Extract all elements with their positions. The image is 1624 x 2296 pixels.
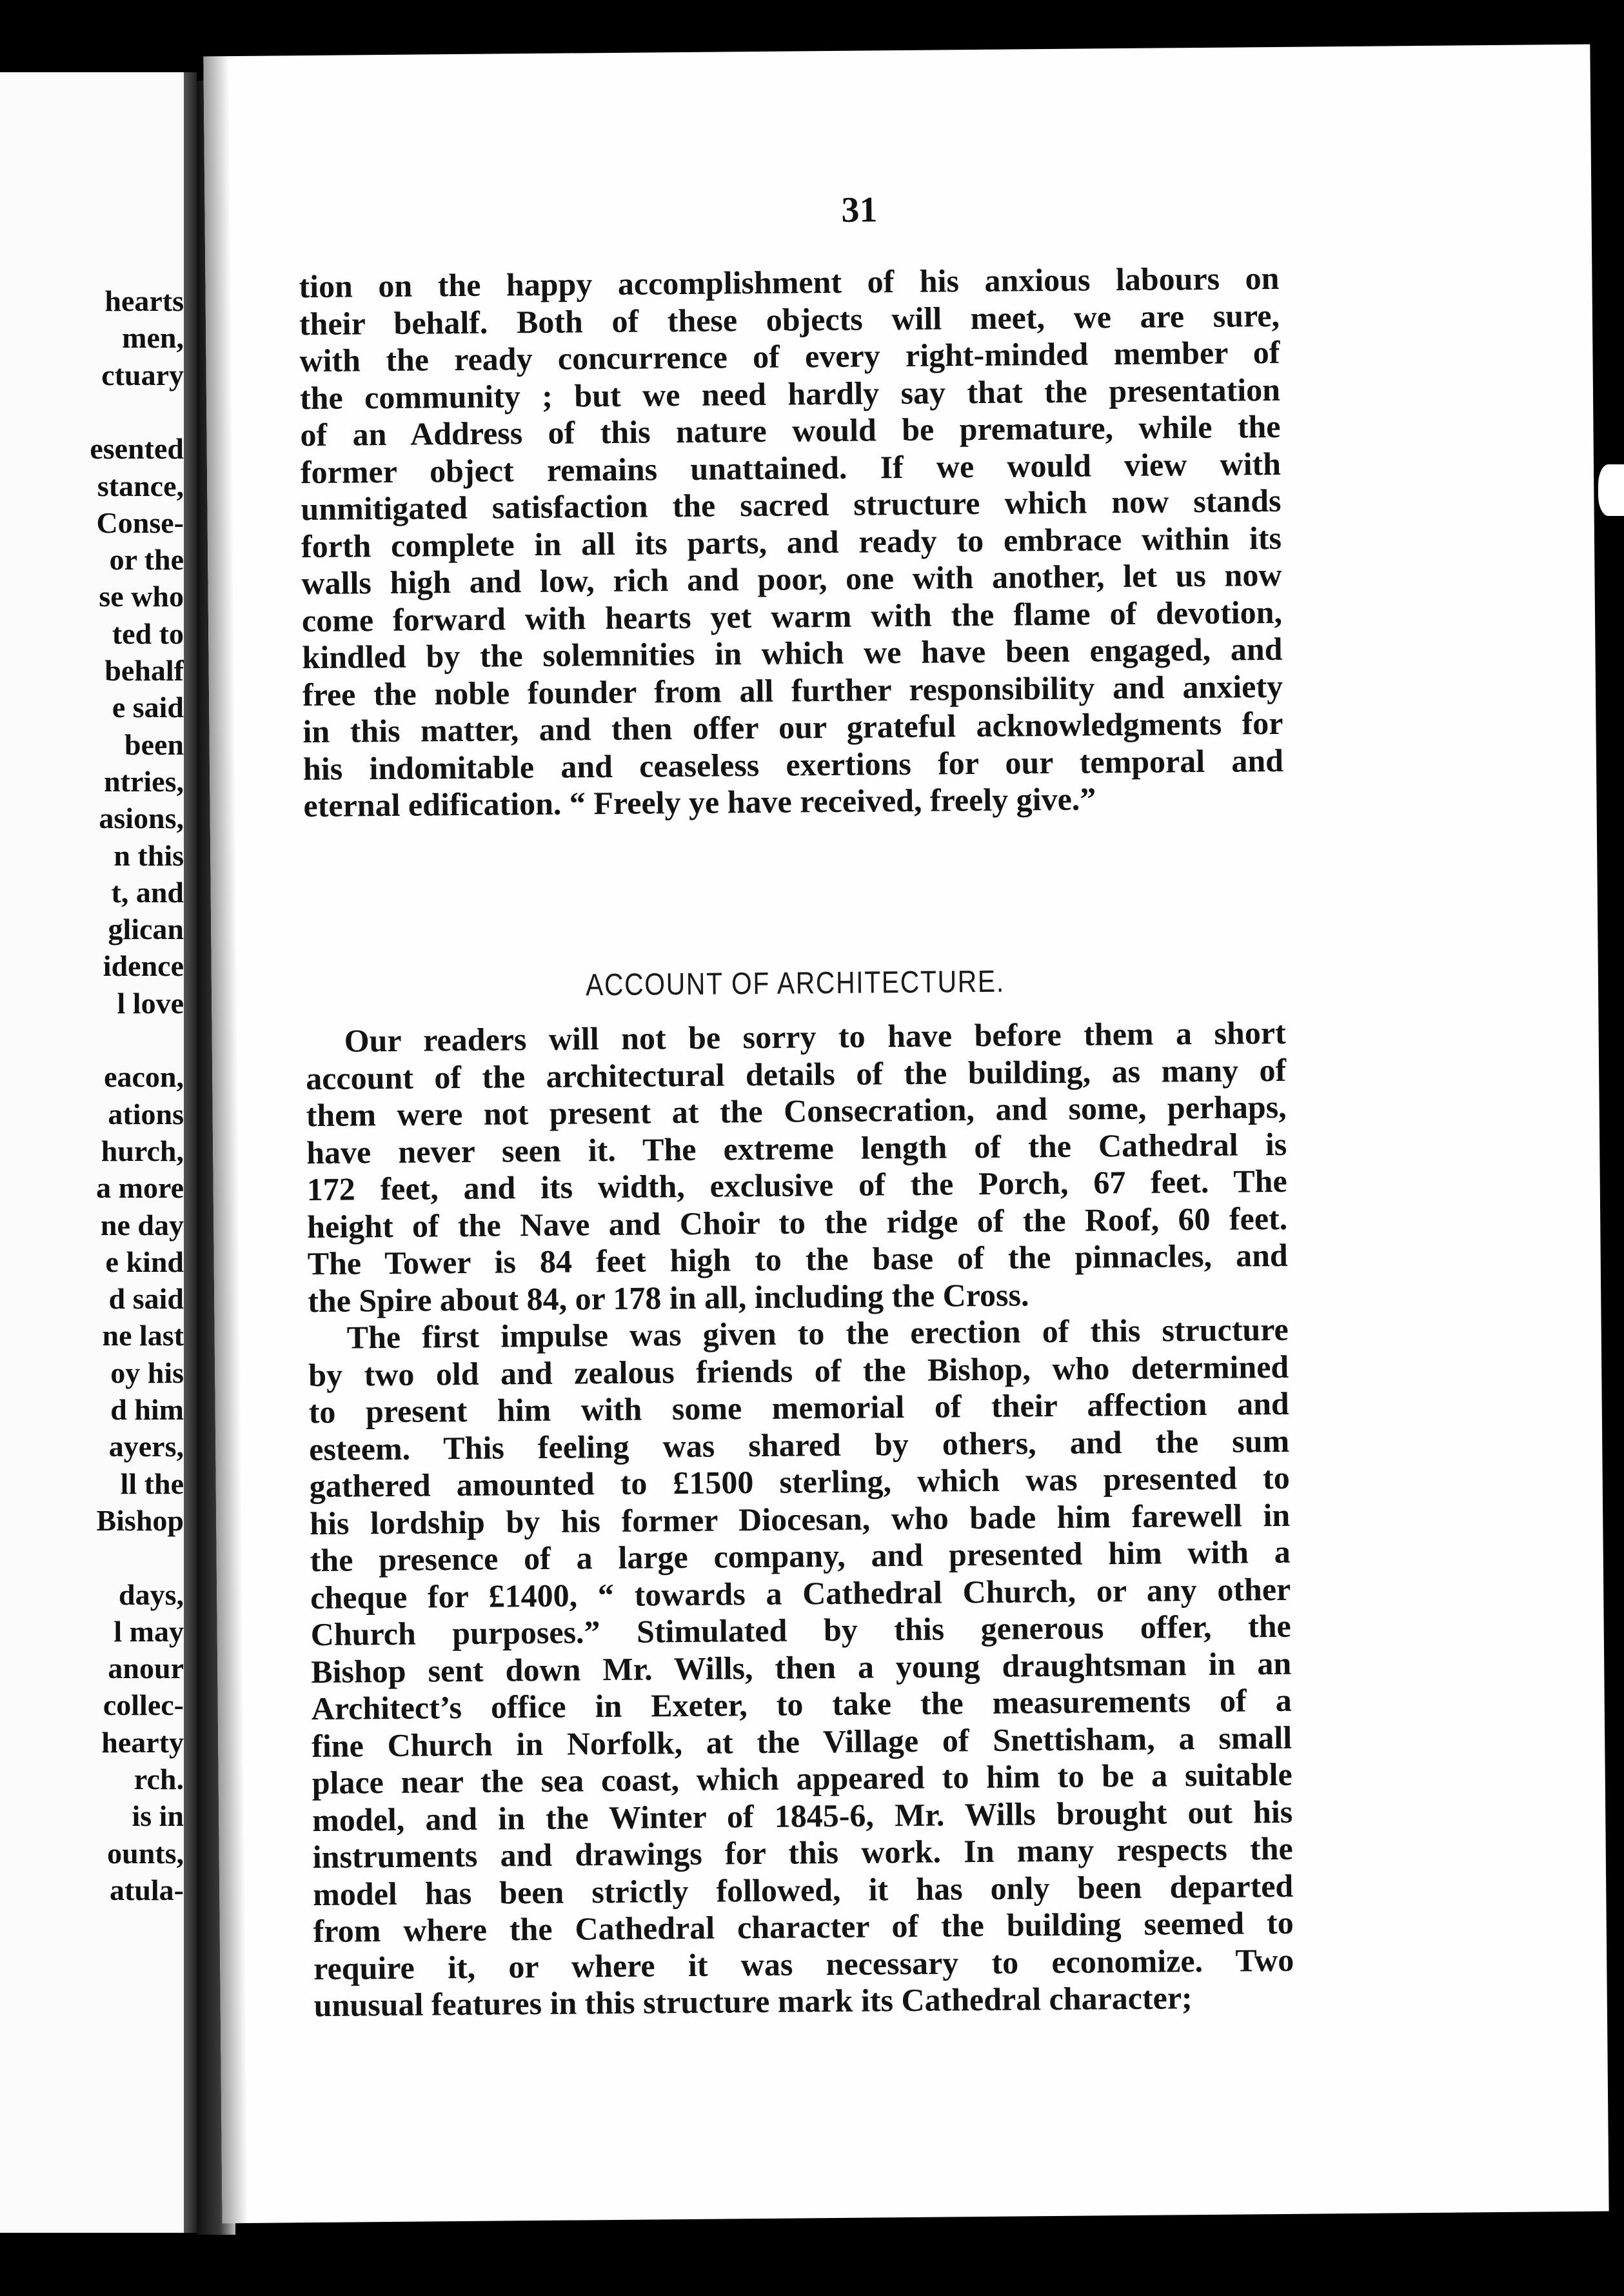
text-line: Bishop sent down Mr. Wills, then a young draughtsman in an xyxy=(310,1645,1292,1690)
previous-page-line: e kind xyxy=(105,1245,184,1278)
text-line: his lordship by his former Diocesan, who bade him farewell in xyxy=(309,1496,1291,1541)
previous-page-line: n this xyxy=(114,838,184,872)
section-body xyxy=(305,1014,1294,2024)
previous-page-line: ations xyxy=(108,1097,184,1131)
page-number: 31 xyxy=(841,190,878,230)
text-line: 172 feet, and its width, exclusive of the Porch, 67 feet. The xyxy=(306,1162,1287,1208)
previous-page-line: asions, xyxy=(99,802,184,835)
book-spine-shadow xyxy=(184,72,197,2233)
previous-page-line: ll the xyxy=(120,1467,184,1500)
text-line: place near the sea coast, which appeared to him to be a suitable xyxy=(312,1756,1292,1801)
previous-page-line: oy his xyxy=(110,1356,184,1389)
previous-page-line: is in xyxy=(132,1799,184,1833)
text-line: account of the architectural details of the building, as many of xyxy=(305,1051,1287,1096)
text-line: The first impulse was given to the erection of this structure xyxy=(346,1311,1289,1356)
text-line: esteem. This feeling was shared by others, and the sum xyxy=(308,1422,1290,1467)
previous-page-line: se who xyxy=(99,580,184,613)
text-line: forth complete in all its parts, and ready to embrace within its xyxy=(301,519,1282,564)
previous-page-line: l may xyxy=(114,1614,184,1648)
text-line: walls high and low, rich and poor, one with another, let us now xyxy=(301,556,1282,602)
previous-page-fragment xyxy=(0,72,184,2233)
text-line: from where the Cathedral character of the building seemed to xyxy=(313,1904,1294,1950)
text-line: their behalf. Both of these objects will meet, we are sure, xyxy=(299,297,1280,342)
text-line: require it, or where it was necessary to economize. Two xyxy=(313,1941,1294,1986)
previous-page-line: ayers, xyxy=(108,1430,184,1463)
text-line: of an Address of this nature would be premature, while the xyxy=(300,408,1281,453)
text-line: in this matter, and then offer our grateful acknowledgments for xyxy=(302,704,1283,750)
text-line: come forward with hearts yet warm with the flame of devotion, xyxy=(301,593,1283,638)
previous-page-line: ted to xyxy=(112,617,184,650)
previous-page-line: ctuary xyxy=(101,358,184,391)
text-line: unusual features in this structure mark its Cathedral character; xyxy=(313,1979,1193,2024)
text-line: his indomitable and ceaseless exertions for our temporal and xyxy=(302,742,1284,787)
paper-tab xyxy=(1598,464,1624,516)
text-line: Architect’s office in Exeter, to take the measurements of a xyxy=(311,1681,1292,1727)
previous-page-line: or the xyxy=(109,543,184,577)
previous-page-line: atula- xyxy=(110,1873,184,1906)
previous-page-line: been xyxy=(124,727,184,761)
previous-page-line: hurch, xyxy=(101,1134,184,1167)
text-line: the presence of a large company, and presented him with a xyxy=(310,1533,1291,1579)
paragraph-2 xyxy=(305,1014,1288,1320)
text-line: kindled by the solemnities in which we have been engaged, and xyxy=(302,630,1283,676)
previous-page-line: t, and xyxy=(111,875,184,909)
text-line: free the noble founder from all further responsibility and anxiety xyxy=(302,668,1283,713)
previous-page-line: behalf xyxy=(104,654,184,687)
text-line: with the ready concurrence of every right-minded member of xyxy=(299,333,1280,379)
text-line: Church purposes.” Stimulated by this generous offer, the xyxy=(310,1607,1291,1653)
text-line: model has been strictly followed, it has only been departed xyxy=(313,1867,1294,1912)
section-heading: ACCOUNT OF ARCHITECTURE. xyxy=(585,964,1005,1003)
text-line: Our readers will not be sorry to have before them a short xyxy=(344,1014,1286,1059)
text-line: fine Church in Norfolk, at the Village of Snettisham, a small xyxy=(311,1719,1292,1764)
previous-page-line: ounts, xyxy=(107,1836,184,1870)
text-line: by two old and zealous friends of the Bishop, who determined xyxy=(308,1348,1289,1393)
text-line: former object remains unattained. If we would view with xyxy=(300,445,1282,490)
previous-page-line: a more xyxy=(96,1171,184,1205)
text-line: tion on the happy accomplishment of his anxious labours on xyxy=(299,259,1280,305)
paragraph-1 xyxy=(299,260,1283,825)
previous-page-line: eacon, xyxy=(104,1060,184,1094)
previous-page-line: days, xyxy=(119,1578,184,1611)
previous-page-line: collec- xyxy=(103,1688,184,1722)
previous-page-line: Bishop xyxy=(96,1503,184,1537)
previous-page-line: d said xyxy=(108,1282,184,1316)
text-line: have never seen it. The extreme length of the Cathedral is xyxy=(306,1125,1287,1171)
previous-page-line: hearts xyxy=(104,284,184,317)
previous-page-line: hearty xyxy=(101,1725,184,1759)
previous-page-line: d him xyxy=(110,1393,184,1426)
text-line: cheque for £1400, “ towards a Cathedral Church, or any other xyxy=(310,1570,1291,1616)
text-line: height of the Nave and Choir to the ridge of the Roof, 60 feet. xyxy=(306,1200,1288,1245)
text-line: gathered amounted to £1500 sterling, which was presented to xyxy=(309,1459,1290,1505)
previous-page-line: l love xyxy=(117,986,184,1020)
text-line: eternal edification. “ Freely ye have received, freely give.” xyxy=(303,780,1096,824)
previous-page-line: stance, xyxy=(97,469,184,502)
previous-page-line: rch. xyxy=(134,1763,184,1796)
previous-page-line: esented xyxy=(90,432,184,466)
paragraph-3 xyxy=(308,1311,1294,2024)
previous-page-line: ntries, xyxy=(104,764,184,798)
text-line: to present him with some memorial of their affection and xyxy=(308,1385,1289,1430)
previous-page-line: Conse- xyxy=(96,506,184,539)
text-line: them were not present at the Consecration, and some, perhaps, xyxy=(306,1088,1287,1134)
text-line: the Spire about 84, or 178 in all, including the Cross. xyxy=(307,1276,1029,1319)
text-line: the community ; but we need hardly say that the presentation xyxy=(299,371,1281,416)
text-line: instruments and drawings for this work. In many respects the xyxy=(312,1830,1293,1875)
text-line: unmitigated satisfaction the sacred structure which now stands xyxy=(301,482,1282,528)
previous-page-line: e said xyxy=(112,691,184,724)
page-31 xyxy=(203,45,1609,2224)
previous-page-line: anour xyxy=(108,1652,184,1685)
previous-page-line: ne day xyxy=(100,1208,184,1242)
previous-page-line: men, xyxy=(122,321,184,355)
previous-page-line: idence xyxy=(103,949,184,983)
text-line: The Tower is 84 feet high to the base of the pinnacles, and xyxy=(307,1236,1288,1282)
previous-page-line: glican xyxy=(108,913,184,946)
text-line: model, and in the Winter of 1845-6, Mr. Wills brought out his xyxy=(312,1793,1293,1838)
previous-page-line: ne last xyxy=(102,1319,184,1352)
